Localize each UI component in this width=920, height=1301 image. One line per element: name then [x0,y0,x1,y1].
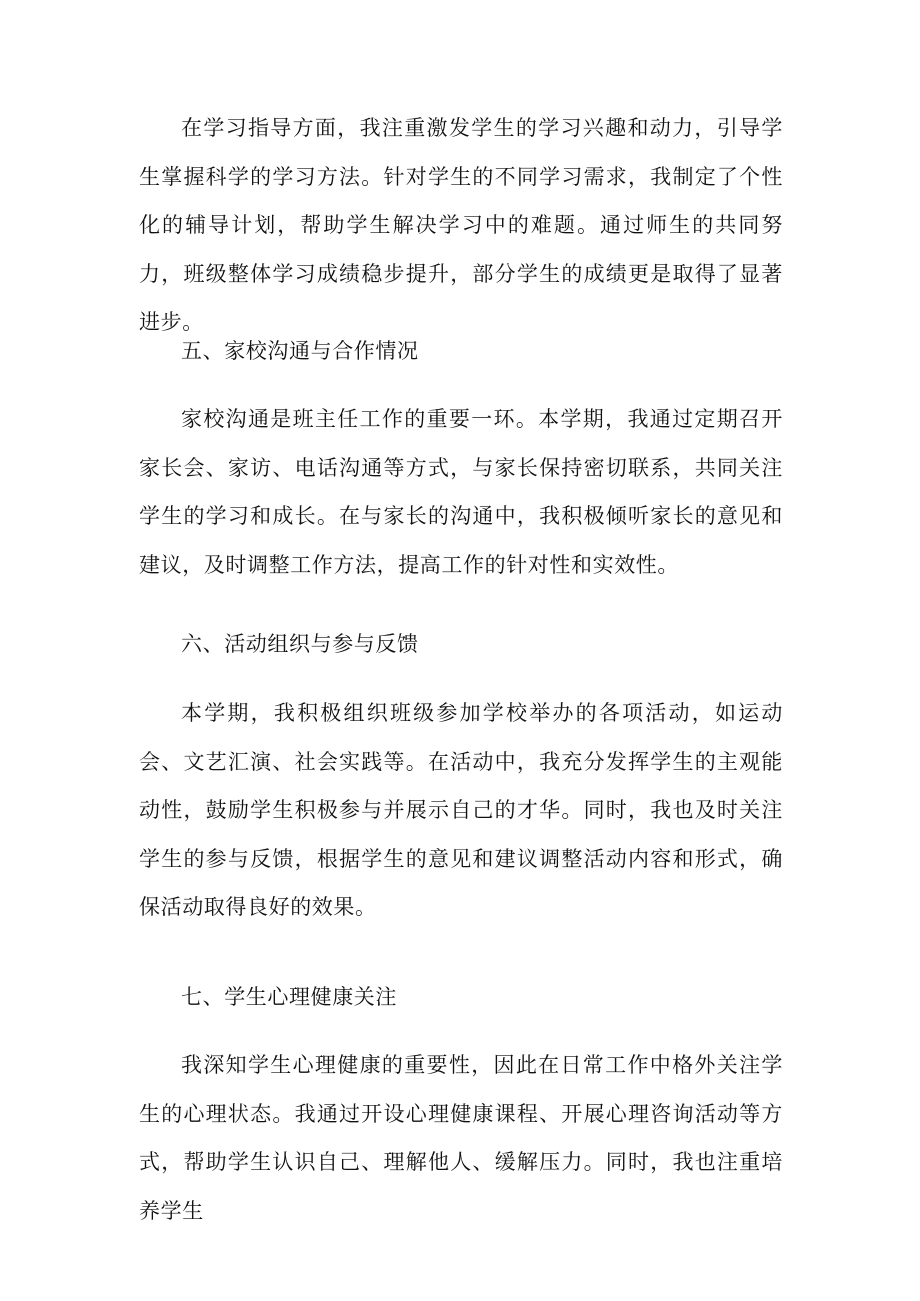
section-heading-home-school: 五、家校沟通与合作情况 [181,339,419,363]
paragraph-mental-health: 我深知学生心理健康的重要性，因此在日常工作中格外关注学生的心理状态。我通过开设心理健康课程、开展心理咨询活动等方式，帮助学生认识自己、理解他人、缓解压力。同时，我也注重培养学生 [139,1053,783,1223]
paragraph-home-school: 家校沟通是班主任工作的重要一环。本学期，我通过定期召开家长会、家访、电话沟通等方式，与家长保持密切联系，共同关注学生的学习和成长。在与家长的沟通中，我积极倾听家长的意见和建议，及时调整工作方法，提高工作的针对性和实效性。 [139,407,783,577]
section-heading-mental-health: 七、学生心理健康关注 [181,985,397,1009]
section-heading-activities: 六、活动组织与参与反馈 [181,632,419,656]
paragraph-activities: 本学期，我积极组织班级参加学校举办的各项活动，如运动会、文艺汇演、社会实践等。在活动中，我充分发挥学生的主观能动性，鼓励学生积极参与并展示自己的才华。同时，我也及时关注学生的参与反馈，根据学生的意见和建议调整活动内容和形式，确保活动取得良好的效果。 [139,701,783,919]
paragraph-study-guidance: 在学习指导方面，我注重激发学生的学习兴趣和动力，引导学生掌握科学的学习方法。针对学生的不同学习需求，我制定了个性化的辅导计划，帮助学生解决学习中的难题。通过师生的共同努力，班级整体学习成绩稳步提升，部分学生的成绩更是取得了显著进步。 [139,116,783,334]
